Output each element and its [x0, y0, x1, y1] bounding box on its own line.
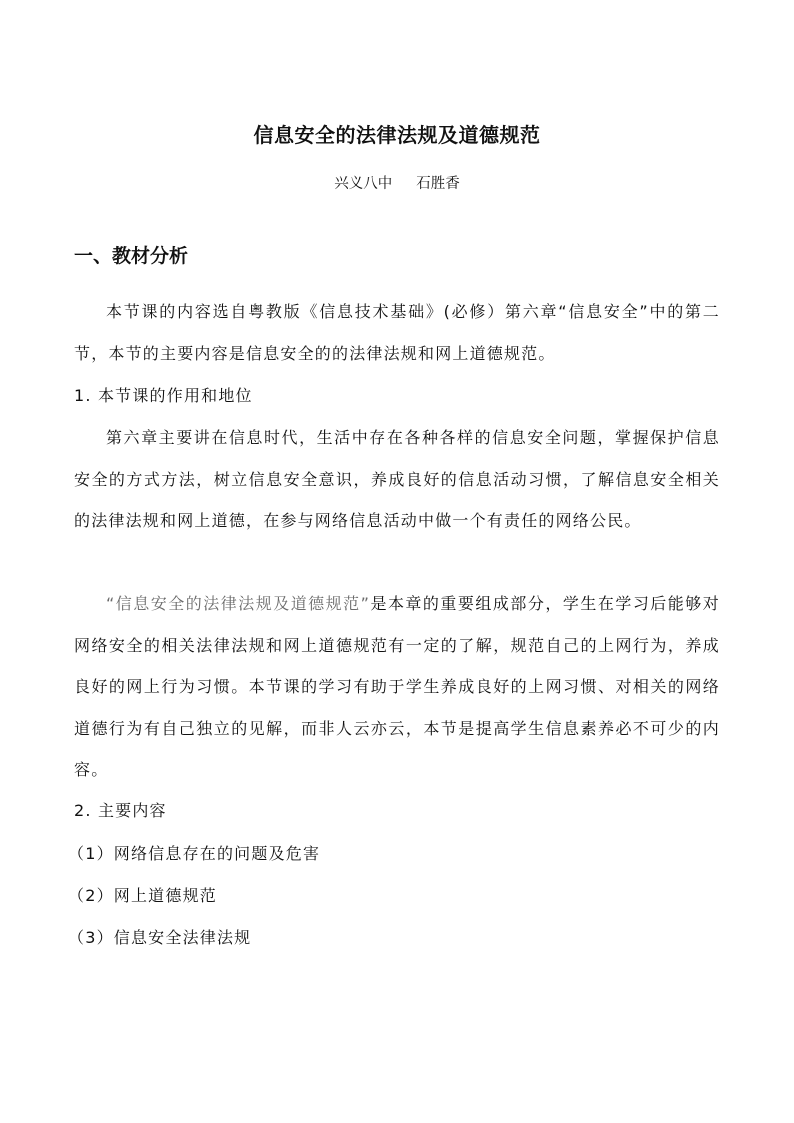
point1-paragraph-2 [74, 583, 720, 791]
list-item: （2）网上道德规范 [68, 886, 217, 905]
point1-title: 1. 本节课的作用和地位 [74, 386, 253, 405]
author-school: 兴义八中 [334, 176, 393, 192]
point1-paragraph-1: 第六章主要讲在信息时代，生活中存在各种各样的信息安全问题，掌握保护信息安全的方式方法，树立信息安全意识，养成良好的信息活动习惯，了解信息安全相关的法律法规和网上道德，在参与网络信息活动中做一个有责任的网络公民。 [74, 428, 720, 530]
document-title: 信息安全的法律法规及道德规范 [253, 123, 541, 147]
section-heading-textbook-analysis: 一、教材分析 [74, 245, 189, 267]
quoted-lesson-title: “信息安全的法律法规及道德规范” [106, 594, 371, 613]
author-name: 石胜香 [416, 176, 460, 192]
point2-title: 2. 主要内容 [74, 801, 167, 820]
list-item: （3）信息安全法律法规 [68, 928, 252, 947]
point1-paragraph-2-body: 是本章的重要组成部分，学生在学习后能够对网络安全的相关法律法规和网上道德规范有一定的了解，规范自己的上网行为，养成良好的网上行为习惯。本节课的学习有助于学生养成良好的上网习惯、对相关的网络道德行为有自己独立的见解，而非人云亦云，本节是提高学生信息素养必不可少的内容。 [74, 594, 720, 779]
intro-paragraph: 本节课的内容选自粤教版《信息技术基础》(必修）第六章“信息安全”中的第二节，本节的主要内容是信息安全的的法律法规和网上道德规范。 [74, 302, 720, 363]
author-line [0, 173, 794, 195]
list-item: （1）网络信息存在的问题及危害 [68, 844, 321, 863]
